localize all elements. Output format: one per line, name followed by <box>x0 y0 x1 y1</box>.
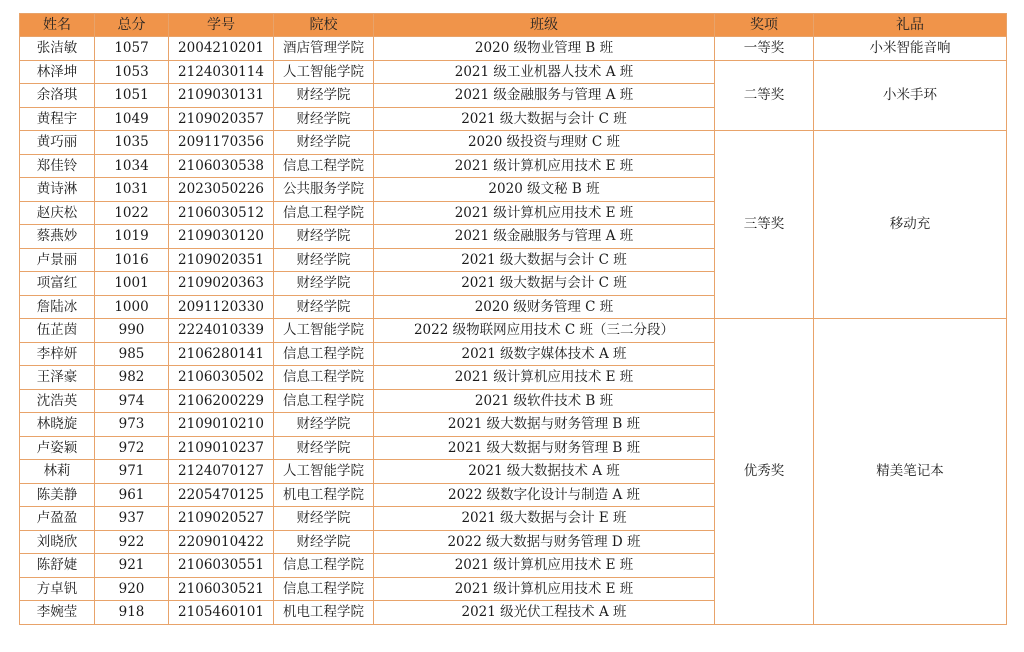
name-cell: 刘晓欣 <box>20 530 95 554</box>
name-cell: 郑佳铃 <box>20 154 95 178</box>
name-cell: 李梓妍 <box>20 342 95 366</box>
score-cell: 990 <box>95 319 169 343</box>
header-award: 奖项 <box>715 14 814 37</box>
header-gift: 礼品 <box>814 14 1007 37</box>
school-cell: 酒店管理学院 <box>274 37 374 61</box>
school-cell: 信息工程学院 <box>274 554 374 578</box>
name-cell: 王泽豪 <box>20 366 95 390</box>
student-id-cell: 2109010237 <box>169 436 274 460</box>
gift-cell: 移动充 <box>814 131 1007 319</box>
student-id-cell: 2106030521 <box>169 577 274 601</box>
header-name: 姓名 <box>20 14 95 37</box>
student-id-cell: 2109020351 <box>169 248 274 272</box>
name-cell: 卢盈盈 <box>20 507 95 531</box>
score-cell: 1022 <box>95 201 169 225</box>
school-cell: 机电工程学院 <box>274 601 374 625</box>
class-cell: 2020 级物业管理 B 班 <box>374 37 715 61</box>
school-cell: 信息工程学院 <box>274 366 374 390</box>
name-cell: 伍芷茵 <box>20 319 95 343</box>
award-cell: 二等奖 <box>715 60 814 131</box>
table-row <box>20 60 1007 84</box>
class-cell: 2021 级工业机器人技术 A 班 <box>374 60 715 84</box>
school-cell: 人工智能学院 <box>274 460 374 484</box>
class-cell: 2022 级大数据与财务管理 D 班 <box>374 530 715 554</box>
class-cell: 2021 级大数据与会计 C 班 <box>374 107 715 131</box>
student-id-cell: 2091120330 <box>169 295 274 319</box>
school-cell: 财经学院 <box>274 413 374 437</box>
name-cell: 林莉 <box>20 460 95 484</box>
score-cell: 971 <box>95 460 169 484</box>
score-cell: 1000 <box>95 295 169 319</box>
class-cell: 2021 级大数据与财务管理 B 班 <box>374 436 715 460</box>
score-cell: 920 <box>95 577 169 601</box>
class-cell: 2022 级物联网应用技术 C 班（三二分段） <box>374 319 715 343</box>
score-cell: 1051 <box>95 84 169 108</box>
header-class: 班级 <box>374 14 715 37</box>
student-id-cell: 2105460101 <box>169 601 274 625</box>
school-cell: 机电工程学院 <box>274 483 374 507</box>
class-cell: 2021 级大数据技术 A 班 <box>374 460 715 484</box>
class-cell: 2020 级财务管理 C 班 <box>374 295 715 319</box>
name-cell: 林晓旋 <box>20 413 95 437</box>
name-cell: 余洛琪 <box>20 84 95 108</box>
student-id-cell: 2106030502 <box>169 366 274 390</box>
score-cell: 1031 <box>95 178 169 202</box>
name-cell: 陈美静 <box>20 483 95 507</box>
class-cell: 2021 级大数据与会计 C 班 <box>374 248 715 272</box>
gift-cell: 小米智能音响 <box>814 37 1007 61</box>
name-cell: 卢景丽 <box>20 248 95 272</box>
school-cell: 财经学院 <box>274 436 374 460</box>
school-cell: 人工智能学院 <box>274 319 374 343</box>
name-cell: 沈浩英 <box>20 389 95 413</box>
school-cell: 财经学院 <box>274 295 374 319</box>
score-cell: 1016 <box>95 248 169 272</box>
score-cell: 974 <box>95 389 169 413</box>
student-id-cell: 2109020527 <box>169 507 274 531</box>
score-cell: 1034 <box>95 154 169 178</box>
school-cell: 财经学院 <box>274 507 374 531</box>
student-id-cell: 2124030114 <box>169 60 274 84</box>
score-cell: 1057 <box>95 37 169 61</box>
student-id-cell: 2106030551 <box>169 554 274 578</box>
class-cell: 2020 级投资与理财 C 班 <box>374 131 715 155</box>
name-cell: 黄巧丽 <box>20 131 95 155</box>
header-school: 院校 <box>274 14 374 37</box>
award-cell: 三等奖 <box>715 131 814 319</box>
student-id-cell: 2205470125 <box>169 483 274 507</box>
name-cell: 黄诗淋 <box>20 178 95 202</box>
name-cell: 项富红 <box>20 272 95 296</box>
score-cell: 1035 <box>95 131 169 155</box>
school-cell: 财经学院 <box>274 530 374 554</box>
score-cell: 1053 <box>95 60 169 84</box>
name-cell: 黄程宇 <box>20 107 95 131</box>
header-score: 总分 <box>95 14 169 37</box>
student-id-cell: 2106030538 <box>169 154 274 178</box>
class-cell: 2021 级计算机应用技术 E 班 <box>374 554 715 578</box>
student-id-cell: 2023050226 <box>169 178 274 202</box>
school-cell: 公共服务学院 <box>274 178 374 202</box>
class-cell: 2021 级软件技术 B 班 <box>374 389 715 413</box>
score-cell: 973 <box>95 413 169 437</box>
student-id-cell: 2004210201 <box>169 37 274 61</box>
class-cell: 2021 级金融服务与管理 A 班 <box>374 84 715 108</box>
header-student-id: 学号 <box>169 14 274 37</box>
student-id-cell: 2109020357 <box>169 107 274 131</box>
name-cell: 张洁敏 <box>20 37 95 61</box>
score-cell: 982 <box>95 366 169 390</box>
school-cell: 财经学院 <box>274 84 374 108</box>
class-cell: 2021 级计算机应用技术 E 班 <box>374 577 715 601</box>
school-cell: 财经学院 <box>274 225 374 249</box>
name-cell: 詹陆冰 <box>20 295 95 319</box>
student-id-cell: 2091170356 <box>169 131 274 155</box>
name-cell: 卢姿颖 <box>20 436 95 460</box>
table-row <box>20 131 1007 155</box>
class-cell: 2020 级文秘 B 班 <box>374 178 715 202</box>
student-id-cell: 2209010422 <box>169 530 274 554</box>
school-cell: 信息工程学院 <box>274 577 374 601</box>
score-cell: 922 <box>95 530 169 554</box>
school-cell: 信息工程学院 <box>274 342 374 366</box>
score-cell: 937 <box>95 507 169 531</box>
school-cell: 信息工程学院 <box>274 389 374 413</box>
class-cell: 2021 级计算机应用技术 E 班 <box>374 366 715 390</box>
student-id-cell: 2109030131 <box>169 84 274 108</box>
table-body <box>20 37 1007 625</box>
score-cell: 961 <box>95 483 169 507</box>
name-cell: 赵庆松 <box>20 201 95 225</box>
student-id-cell: 2224010339 <box>169 319 274 343</box>
score-cell: 1001 <box>95 272 169 296</box>
name-cell: 蔡燕妙 <box>20 225 95 249</box>
name-cell: 陈舒婕 <box>20 554 95 578</box>
class-cell: 2021 级大数据与会计 C 班 <box>374 272 715 296</box>
score-cell: 1019 <box>95 225 169 249</box>
school-cell: 人工智能学院 <box>274 60 374 84</box>
score-cell: 918 <box>95 601 169 625</box>
school-cell: 信息工程学院 <box>274 154 374 178</box>
table-row <box>20 319 1007 343</box>
award-cell: 优秀奖 <box>715 319 814 625</box>
class-cell: 2021 级大数据与会计 E 班 <box>374 507 715 531</box>
school-cell: 财经学院 <box>274 131 374 155</box>
student-id-cell: 2106280141 <box>169 342 274 366</box>
student-id-cell: 2109030120 <box>169 225 274 249</box>
student-id-cell: 2106200229 <box>169 389 274 413</box>
score-cell: 1049 <box>95 107 169 131</box>
school-cell: 财经学院 <box>274 248 374 272</box>
student-id-cell: 2109020363 <box>169 272 274 296</box>
name-cell: 李婉莹 <box>20 601 95 625</box>
award-table <box>19 13 1007 625</box>
class-cell: 2021 级金融服务与管理 A 班 <box>374 225 715 249</box>
class-cell: 2021 级大数据与财务管理 B 班 <box>374 413 715 437</box>
class-cell: 2021 级计算机应用技术 E 班 <box>374 154 715 178</box>
class-cell: 2021 级计算机应用技术 E 班 <box>374 201 715 225</box>
class-cell: 2021 级光伏工程技术 A 班 <box>374 601 715 625</box>
name-cell: 林泽坤 <box>20 60 95 84</box>
class-cell: 2022 级数字化设计与制造 A 班 <box>374 483 715 507</box>
gift-cell: 小米手环 <box>814 60 1007 131</box>
table-row <box>20 37 1007 61</box>
student-id-cell: 2109010210 <box>169 413 274 437</box>
header-row <box>20 14 1007 37</box>
school-cell: 财经学院 <box>274 272 374 296</box>
score-cell: 985 <box>95 342 169 366</box>
student-id-cell: 2124070127 <box>169 460 274 484</box>
student-id-cell: 2106030512 <box>169 201 274 225</box>
gift-cell: 精美笔记本 <box>814 319 1007 625</box>
school-cell: 信息工程学院 <box>274 201 374 225</box>
school-cell: 财经学院 <box>274 107 374 131</box>
class-cell: 2021 级数字媒体技术 A 班 <box>374 342 715 366</box>
award-cell: 一等奖 <box>715 37 814 61</box>
score-cell: 972 <box>95 436 169 460</box>
name-cell: 方卓钒 <box>20 577 95 601</box>
score-cell: 921 <box>95 554 169 578</box>
